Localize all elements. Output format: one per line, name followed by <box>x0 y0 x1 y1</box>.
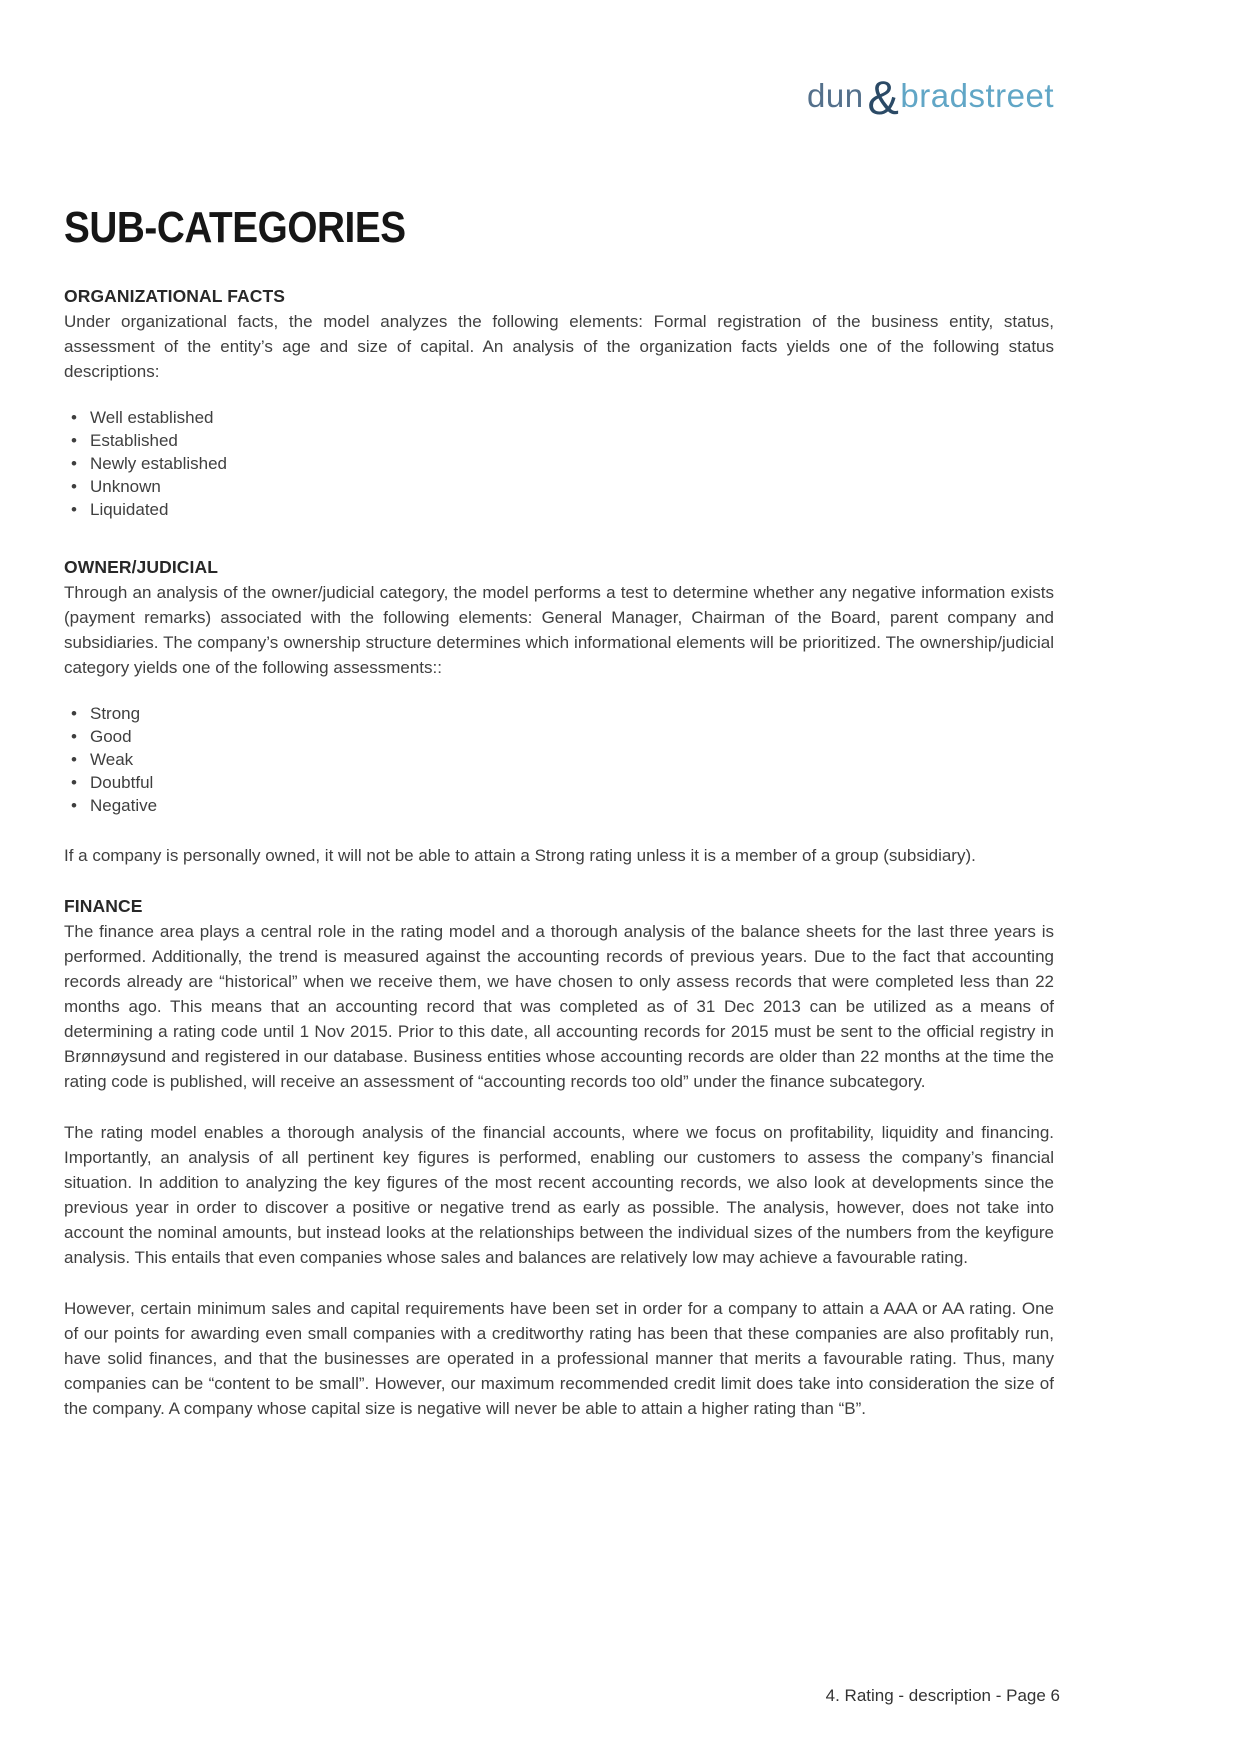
assessments-list <box>64 702 1054 817</box>
bullet-icon: • <box>71 796 77 815</box>
bullet-text: Liquidated <box>90 500 169 519</box>
ampersand-icon: & <box>867 71 900 124</box>
organizational-facts-intro: Under organizational facts, the model analyzes the following elements: Formal registration of the business entity, status, assessment of the entity’s age and size of capital. An analysis of the organization facts yields one of the following status descriptions: <box>64 312 1054 381</box>
bullet-item <box>64 475 1054 498</box>
bullet-text: Well established <box>90 408 214 427</box>
logo-text-bradstreet: bradstreet <box>900 77 1054 114</box>
bullet-item <box>64 702 1054 725</box>
bullet-item <box>64 406 1054 429</box>
section-heading-finance: FINANCE <box>64 896 143 916</box>
bullet-icon: • <box>71 750 77 769</box>
bullet-text: Newly established <box>90 454 228 473</box>
owner-judicial-note: If a company is personally owned, it will not be able to attain a Strong rating unless it is a member of a group (subsidiary). <box>64 846 976 865</box>
page-title: SUB-CATEGORIES <box>64 203 406 252</box>
bullet-icon: • <box>71 477 77 496</box>
bullet-item <box>64 498 1054 521</box>
bullet-icon: • <box>71 500 77 519</box>
bullet-text: Established <box>90 431 178 450</box>
section-heading-owner-judicial: OWNER/JUDICIAL <box>64 557 219 577</box>
bullet-icon: • <box>71 727 77 746</box>
bullet-item <box>64 748 1054 771</box>
bullet-text: Doubtful <box>90 773 154 792</box>
section-organizational-facts <box>64 284 1054 521</box>
bullet-text: Strong <box>90 704 141 723</box>
status-descriptions-list <box>64 406 1054 521</box>
bullet-item <box>64 725 1054 748</box>
header <box>64 0 1054 124</box>
bullet-icon: • <box>71 408 77 427</box>
bullet-text: Negative <box>90 796 158 815</box>
finance-paragraph-3: However, certain minimum sales and capital requirements have been set in order for a company to attain a AAA or AA rating. One of our points for awarding even small companies with a creditworthy rating has been that these companies are also profitably run, have solid finances, and that the businesses are operated in a professional manner that merits a favourable rating. Thus, many companies can be “content to be small”. However, our maximum recommended credit limit does take into consideration the size of the company. A company whose capital size is negative will never be able to attain a higher rating than “B”. <box>64 1299 1054 1418</box>
section-finance <box>64 894 1054 1421</box>
dun-bradstreet-logo <box>807 72 1054 122</box>
owner-judicial-intro: Through an analysis of the owner/judicial category, the model performs a test to determine whether any negative information exists (payment remarks) associated with the following elements: General Manager, Chairman of the Board, parent company and subsidiaries. The company’s ownership structure determines which informational elements will be prioritized. The ownership/judicial category yields one of the following assessments:: <box>64 583 1054 677</box>
bullet-item <box>64 771 1054 794</box>
page-footer <box>826 1686 1060 1706</box>
bullet-icon: • <box>71 704 77 723</box>
section-owner-judicial <box>64 555 1054 868</box>
section-heading-organizational-facts: ORGANIZATIONAL FACTS <box>64 286 286 306</box>
bullet-item <box>64 794 1054 817</box>
bullet-text: Weak <box>90 750 134 769</box>
bullet-item <box>64 429 1054 452</box>
bullet-icon: • <box>71 773 77 792</box>
bullet-icon: • <box>71 431 77 450</box>
logo-text-dun: dun <box>806 77 864 114</box>
finance-paragraph-1: The finance area plays a central role in the rating model and a thorough analysis of the balance sheets for the last three years is performed. Additionally, the trend is measured against the accounting records of previous years. Due to the fact that accounting records already are “historical” when we receive them, we have chosen to only assess records that were completed less than 22 months ago. This means that an accounting record that was completed as of 31 Dec 2013 can be utilized as a means of determining a rating code until 1 Nov 2015. Prior to this date, all accounting records for 2015 must be sent to the official registry in Brønnøysund and registered in our database. Business entities whose accounting records are older than 22 months at the time the rating code is published, will receive an assessment of “accounting records too old” under the finance subcategory. <box>64 922 1054 1091</box>
finance-paragraph-2: The rating model enables a thorough analysis of the financial accounts, where we focus on profitability, liquidity and financing. Importantly, an analysis of all pertinent key figures is performed, enabling our customers to assess the company’s financial situation. In addition to analyzing the key figures of the most recent accounting records, we also look at developments since the previous year in order to discover a positive or negative trend as early as possible. The analysis, however, does not take into account the nominal amounts, but instead looks at the relationships between the individual sizes of the numbers from the keyfigure analysis. This entails that even companies whose sales and balances are relatively low may achieve a favourable rating. <box>64 1123 1054 1267</box>
bullet-text: Unknown <box>90 477 161 496</box>
bullet-text: Good <box>90 727 132 746</box>
bullet-item <box>64 452 1054 475</box>
bullet-icon: • <box>71 454 77 473</box>
footer-text: 4. Rating - description - Page 6 <box>825 1686 1060 1705</box>
